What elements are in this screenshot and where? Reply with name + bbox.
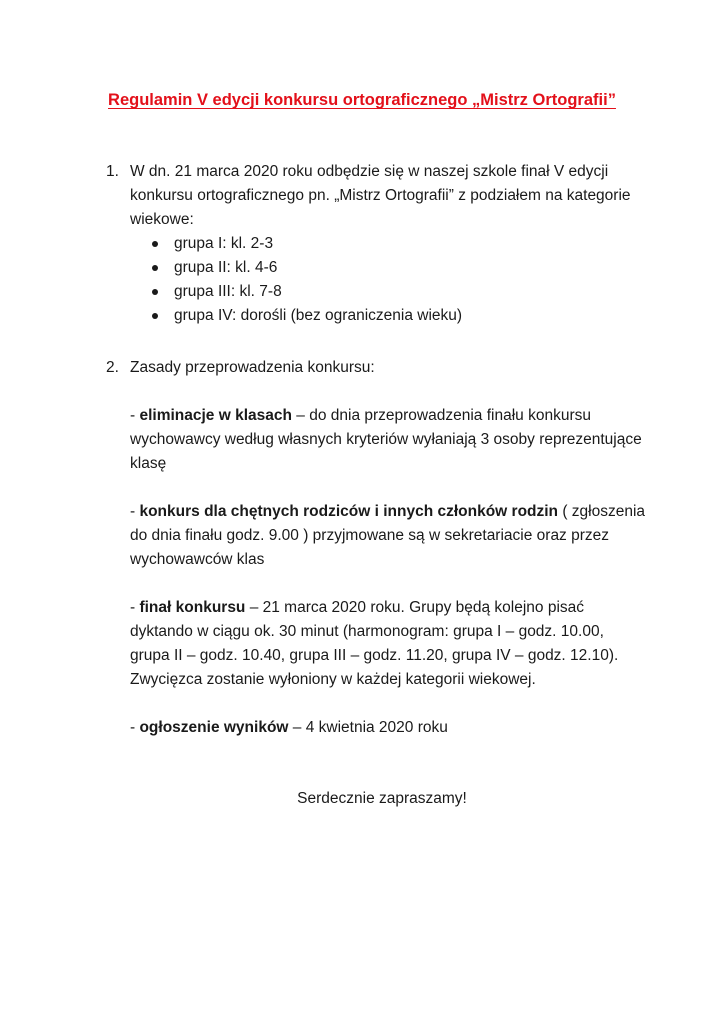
document-title: Regulamin V edycji konkursu ortograficznego „Mistrz Ortografii” [108,91,616,109]
rule-prefix: - [130,503,140,520]
rule-heading: ogłoszenie wyników [139,719,289,736]
rule-heading: konkurs dla chętnych rodziców i innych członków rodzin [139,503,559,520]
list-number: 2. [106,359,119,376]
list-item-1 [106,160,646,328]
category-item: grupa IV: dorośli (bez ograniczenia wieku) [150,304,646,328]
rule-eliminations [130,404,646,476]
rule-text: – 4 kwietnia 2020 roku [288,719,448,736]
rule-prefix: - [130,407,140,424]
rule-prefix: - [130,599,140,616]
rule-text: – do dnia przeprowadzenia finału konkursu wychowawcy według własnych kryteriów wyłaniają 3 osoby reprezentujące klasę [130,407,642,472]
category-item: grupa III: kl. 7-8 [150,280,646,304]
rule-text: – 21 marca 2020 roku. Grupy będą kolejno pisać dyktando w ciągu ok. 30 minut (harmonogram: grupa I – godz. 10.00, grupa II – godz. 10.40, grupa III – godz. 11.20, grupa IV – godz. 12.10). Zwycięzca zostanie wyłoniony w każdej kategorii wiekowej. [130,599,619,688]
rule-heading: eliminacje w klasach [139,407,292,424]
rule-text: ( zgłoszenia do dnia finału godz. 9.00 ) przyjmowane są w sekretariacie oraz przez wychowawców klas [130,503,646,568]
category-item: grupa I: kl. 2-3 [150,232,646,256]
age-categories-list [150,232,646,328]
rule-parents-contest [130,500,646,572]
category-item: grupa II: kl. 4-6 [150,256,646,280]
rule-final [130,596,646,692]
closing-text: Serdecznie zapraszamy! [297,790,467,807]
list-item-2 [106,356,646,740]
item-1-text: W dn. 21 marca 2020 roku odbędzie się w naszej szkole finał V edycji konkursu ortograficznego pn. „Mistrz Ortografii” z podziałem na kategorie wiekowe: [130,163,631,228]
rule-results [130,716,646,740]
list-number: 1. [106,163,119,180]
rule-heading: finał konkursu [139,599,246,616]
item-2-text: Zasady przeprowadzenia konkursu: [130,359,375,376]
rule-prefix: - [130,719,140,736]
